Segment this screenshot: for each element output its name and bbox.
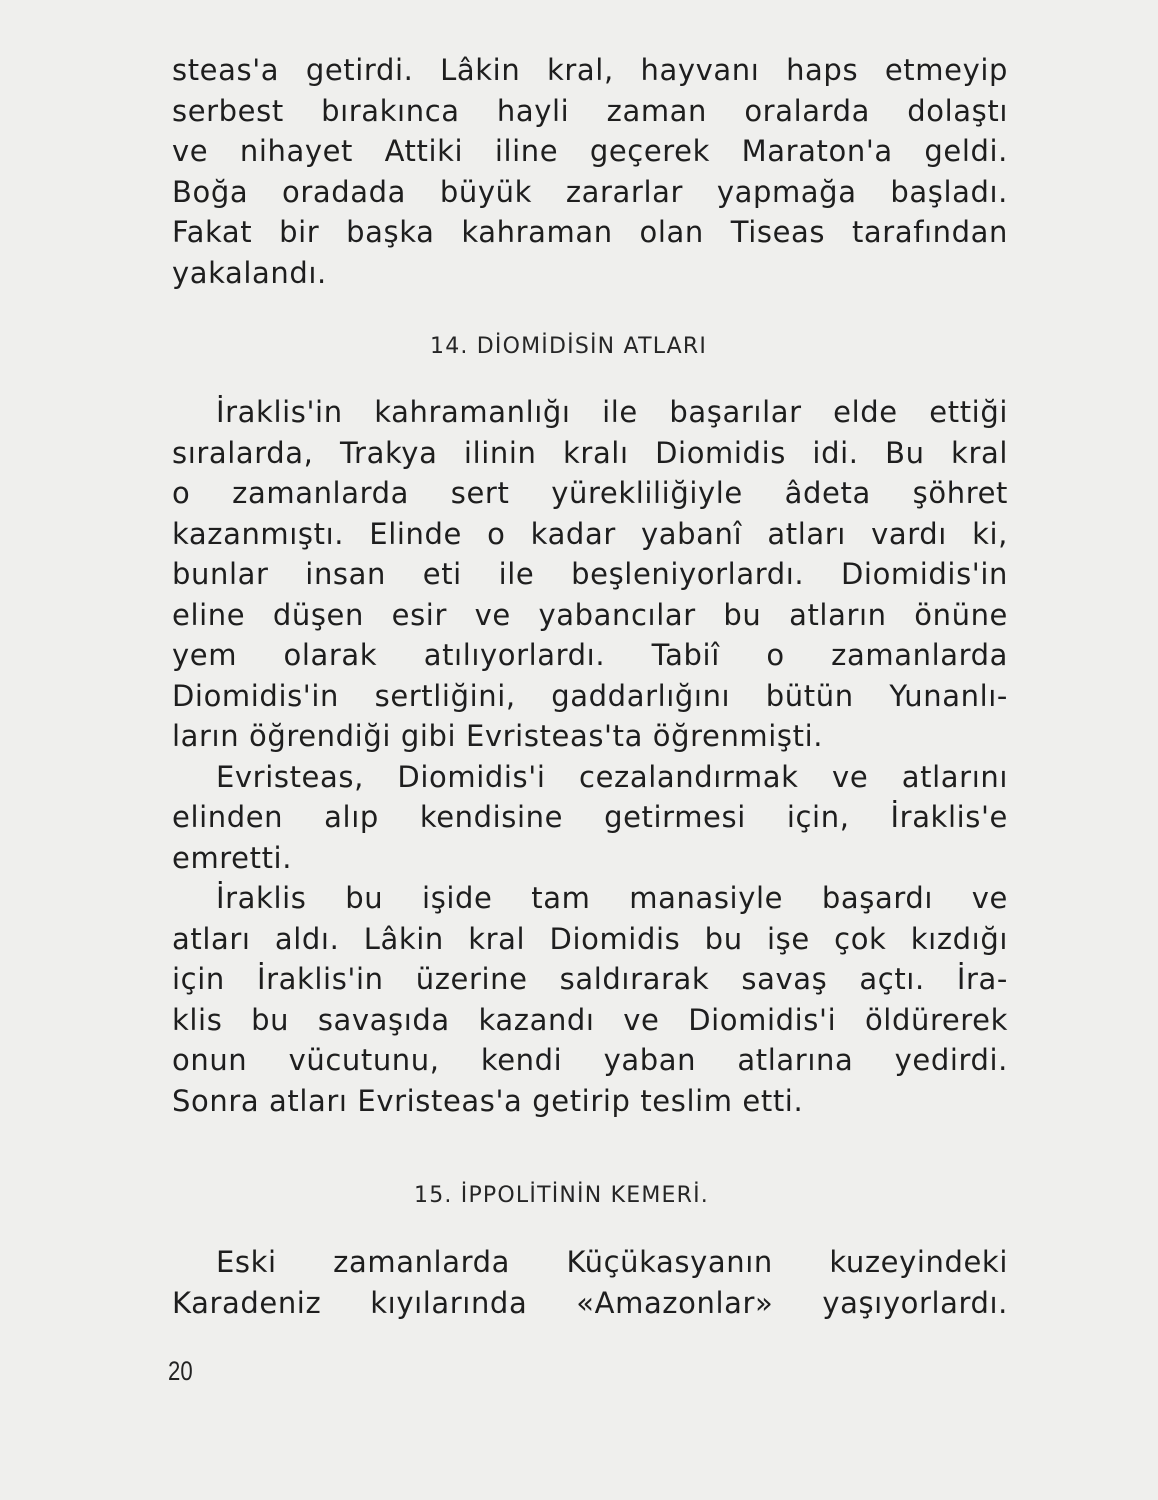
section-14-heading: 14. DİOMİDİSİN ATLARI [430,334,708,359]
text-line: serbest bırakınca hayli zaman oralarda dolaştı [172,93,1008,128]
text-line: emretti. [172,840,293,875]
text-line: Boğa oradada büyük zararlar yapmağa başladı. [172,174,1008,209]
text-line: Evristeas, Diomidis'i cezalandırmak ve atlarını [216,759,1008,794]
text-line: İraklis'in kahramanlığı ile başarılar elde ettiği [216,395,1008,429]
text-line: Karadeniz kıyılarında «Amazonlar» yaşıyorlardı. [172,1285,1008,1320]
text-line: Eski zamanlarda Küçükasyanın kuzeyindeki [216,1245,1008,1279]
page-number: 20 [168,1356,193,1386]
text-line: sıralarda, Trakya ilinin kralı Diomidis idi. Bu kral [172,435,1008,470]
text-line: İraklis bu işide tam manasiyle başardı ve [216,881,1008,915]
paragraph [172,757,1008,879]
text-line: bunlar insan eti ile beşleniyorlardı. Diomidis'in [172,557,1008,591]
text-line: klis bu savaşıda kazandı ve Diomidis'i öldürerek [172,1002,1008,1037]
text-line: ve nihayet Attiki iline geçerek Maraton'a geldi. [172,134,1008,168]
text-line: o zamanlarda sert yürekliliğiyle âdeta şöhret [172,476,1008,510]
text-line: onun vücutunu, kendi yaban atlarına yedirdi. [172,1043,1008,1077]
text-line: Fakat bir başka kahraman olan Tiseas tarafından [172,215,1008,249]
top-paragraph [172,50,1008,293]
paragraph [172,392,1008,757]
text-line: Sonra atları Evristeas'a getirip teslim etti. [172,1083,804,1118]
paragraph [172,1242,1008,1323]
text-line: yakalandı. [172,255,327,290]
section-15-heading: 15. İPPOLİTİNİN KEMERİ. [414,1183,709,1208]
text-line: atları aldı. Lâkin kral Diomidis bu işe çok kızdığı [172,921,1008,956]
text-line: elinden alıp kendisine getirmesi için, İraklis'e [172,800,1008,834]
paragraph [172,878,1008,1121]
section-15-body [172,1242,1008,1323]
text-line: eline düşen esir ve yabancılar bu atların önüne [172,597,1008,632]
text-line: için İraklis'in üzerine saldırarak savaş açtı. İra- [172,962,1008,996]
text-line: kazanmıştı. Elinde o kadar yabanî atları vardı ki, [172,516,1008,551]
text-line: steas'a getirdi. Lâkin kral, hayvanı haps etmeyip [172,53,1008,87]
text-line: Diomidis'in sertliğini, gaddarlığını bütün Yunanlı- [172,678,1008,713]
text-line: yem olarak atılıyorlardı. Tabiî o zamanlarda [172,638,1008,672]
text-line: ların öğrendiği gibi Evristeas'ta öğrenmişti. [172,719,824,753]
section-14-body [172,392,1008,1121]
